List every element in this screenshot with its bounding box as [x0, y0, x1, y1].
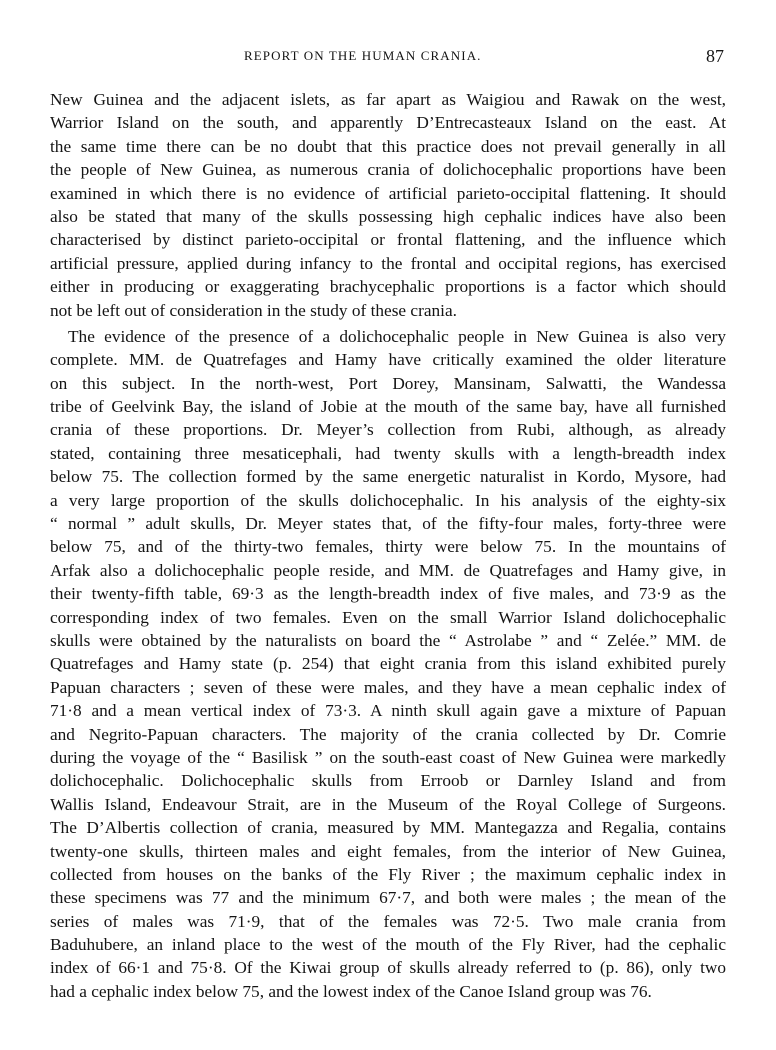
text-line: had a cephalic index below 75, and the lowest index of the Canoe Island group was 76.: [50, 981, 652, 1001]
text-line: index of 66·1 and 75·8. Of the Kiwai group of skulls already referred to (p. 86), only two: [50, 958, 726, 978]
text-line: stated, containing three mesaticephali, had twenty skulls with a length-breadth index: [50, 443, 726, 463]
text-line: below 75. The collection formed by the same energetic naturalist in Kordo, Mysore, had: [50, 467, 726, 487]
running-head: [0, 44, 776, 68]
paragraph-1: [50, 88, 726, 322]
text-line: series of males was 71·9, that of the females was 72·5. Two male crania from: [50, 911, 726, 931]
text-line: dolichocephalic. Dolichocephalic skulls from Erroob or Darnley Island and from: [50, 771, 726, 791]
text-line: their twenty-fifth table, 69·3 as the length-breadth index of five males, and 73·9 as the: [50, 584, 726, 604]
text-line: crania of these proportions. Dr. Meyer’s collection from Rubi, although, as already: [50, 420, 726, 440]
text-line: below 75, and of the thirty-two females, thirty were below 75. In the mountains of: [50, 537, 726, 557]
text-line: “ normal ” adult skulls, Dr. Meyer states that, of the fifty-four males, forty-three were: [50, 514, 726, 534]
text-line: Baduhubere, an inland place to the west of the mouth of the Fly River, had the cephalic: [50, 935, 726, 955]
text-line: during the voyage of the “ Basilisk ” on the south-east coast of New Guinea were markedly: [50, 747, 726, 767]
text-line: Warrior Island on the south, and apparently D’Entrecasteaux Island on the east. At: [50, 113, 726, 133]
text-line: artificial pressure, applied during infancy to the frontal and occipital regions, has exercised: [50, 253, 726, 273]
text-line: examined in which there is no evidence of artificial parieto-occipital flattening. It should: [50, 183, 726, 203]
text-line: corresponding index of two females. Even on the small Warrior Island dolichocephalic: [50, 607, 726, 627]
text-line: characterised by distinct parieto-occipital or frontal flattening, and the influence which: [50, 230, 726, 250]
running-title: REPORT ON THE HUMAN CRANIA.: [244, 48, 482, 63]
text-line: The evidence of the presence of a dolichocephalic people in New Guinea is also very: [68, 326, 726, 346]
text-line: tribe of Geelvink Bay, the island of Jobie at the mouth of the same bay, have all furnished: [50, 397, 726, 417]
page-number: 87: [706, 46, 724, 66]
text-line: twenty-one skulls, thirteen males and eight females, from the interior of New Guinea,: [50, 841, 726, 861]
text-line: Quatrefages and Hamy state (p. 254) that eight crania from this island exhibited purely: [50, 654, 726, 674]
body-text: [50, 88, 726, 1003]
text-line: also be stated that many of the skulls possessing high cephalic indices have also been: [50, 206, 726, 226]
text-line: these specimens was 77 and the minimum 67·7, and both were males ; the mean of the: [50, 888, 726, 908]
text-line: 71·8 and a mean vertical index of 73·3. A ninth skull again gave a mixture of Papuan: [50, 701, 726, 721]
text-line: and Negrito-Papuan characters. The majority of the crania collected by Dr. Comrie: [50, 724, 726, 744]
text-line: collected from houses on the banks of the Fly River ; the maximum cephalic index in: [50, 864, 726, 884]
text-line: either in producing or exaggerating brachycephalic proportions is a factor which should: [50, 277, 726, 297]
text-line: Papuan characters ; seven of these were males, and they have a mean cephalic index of: [50, 677, 726, 697]
paragraph-2: [50, 325, 726, 1003]
text-line: the same time there can be no doubt that this practice does not prevail generally in all: [50, 136, 726, 156]
text-line: New Guinea and the adjacent islets, as far apart as Waigiou and Rawak on the west,: [50, 90, 726, 109]
text-line: Wallis Island, Endeavour Strait, are in the Museum of the Royal College of Surgeons.: [50, 794, 726, 814]
text-line: The D’Albertis collection of crania, measured by MM. Mantegazza and Regalia, contains: [50, 818, 726, 838]
text-line: skulls were obtained by the naturalists on board the “ Astrolabe ” and “ Zelée.” MM. de: [50, 630, 726, 650]
text-line: on this subject. In the north-west, Port Dorey, Mansinam, Salwatti, the Wandessa: [50, 373, 726, 393]
text-line: complete. MM. de Quatrefages and Hamy have critically examined the older literature: [50, 350, 726, 370]
text-line: not be left out of consideration in the study of these crania.: [50, 300, 457, 320]
text-line: the people of New Guinea, as numerous crania of dolichocephalic proportions have been: [50, 160, 726, 180]
text-line: Arfak also a dolichocephalic people reside, and MM. de Quatrefages and Hamy give, in: [50, 560, 726, 580]
text-line: a very large proportion of the skulls dolichocephalic. In his analysis of the eighty-six: [50, 490, 726, 510]
